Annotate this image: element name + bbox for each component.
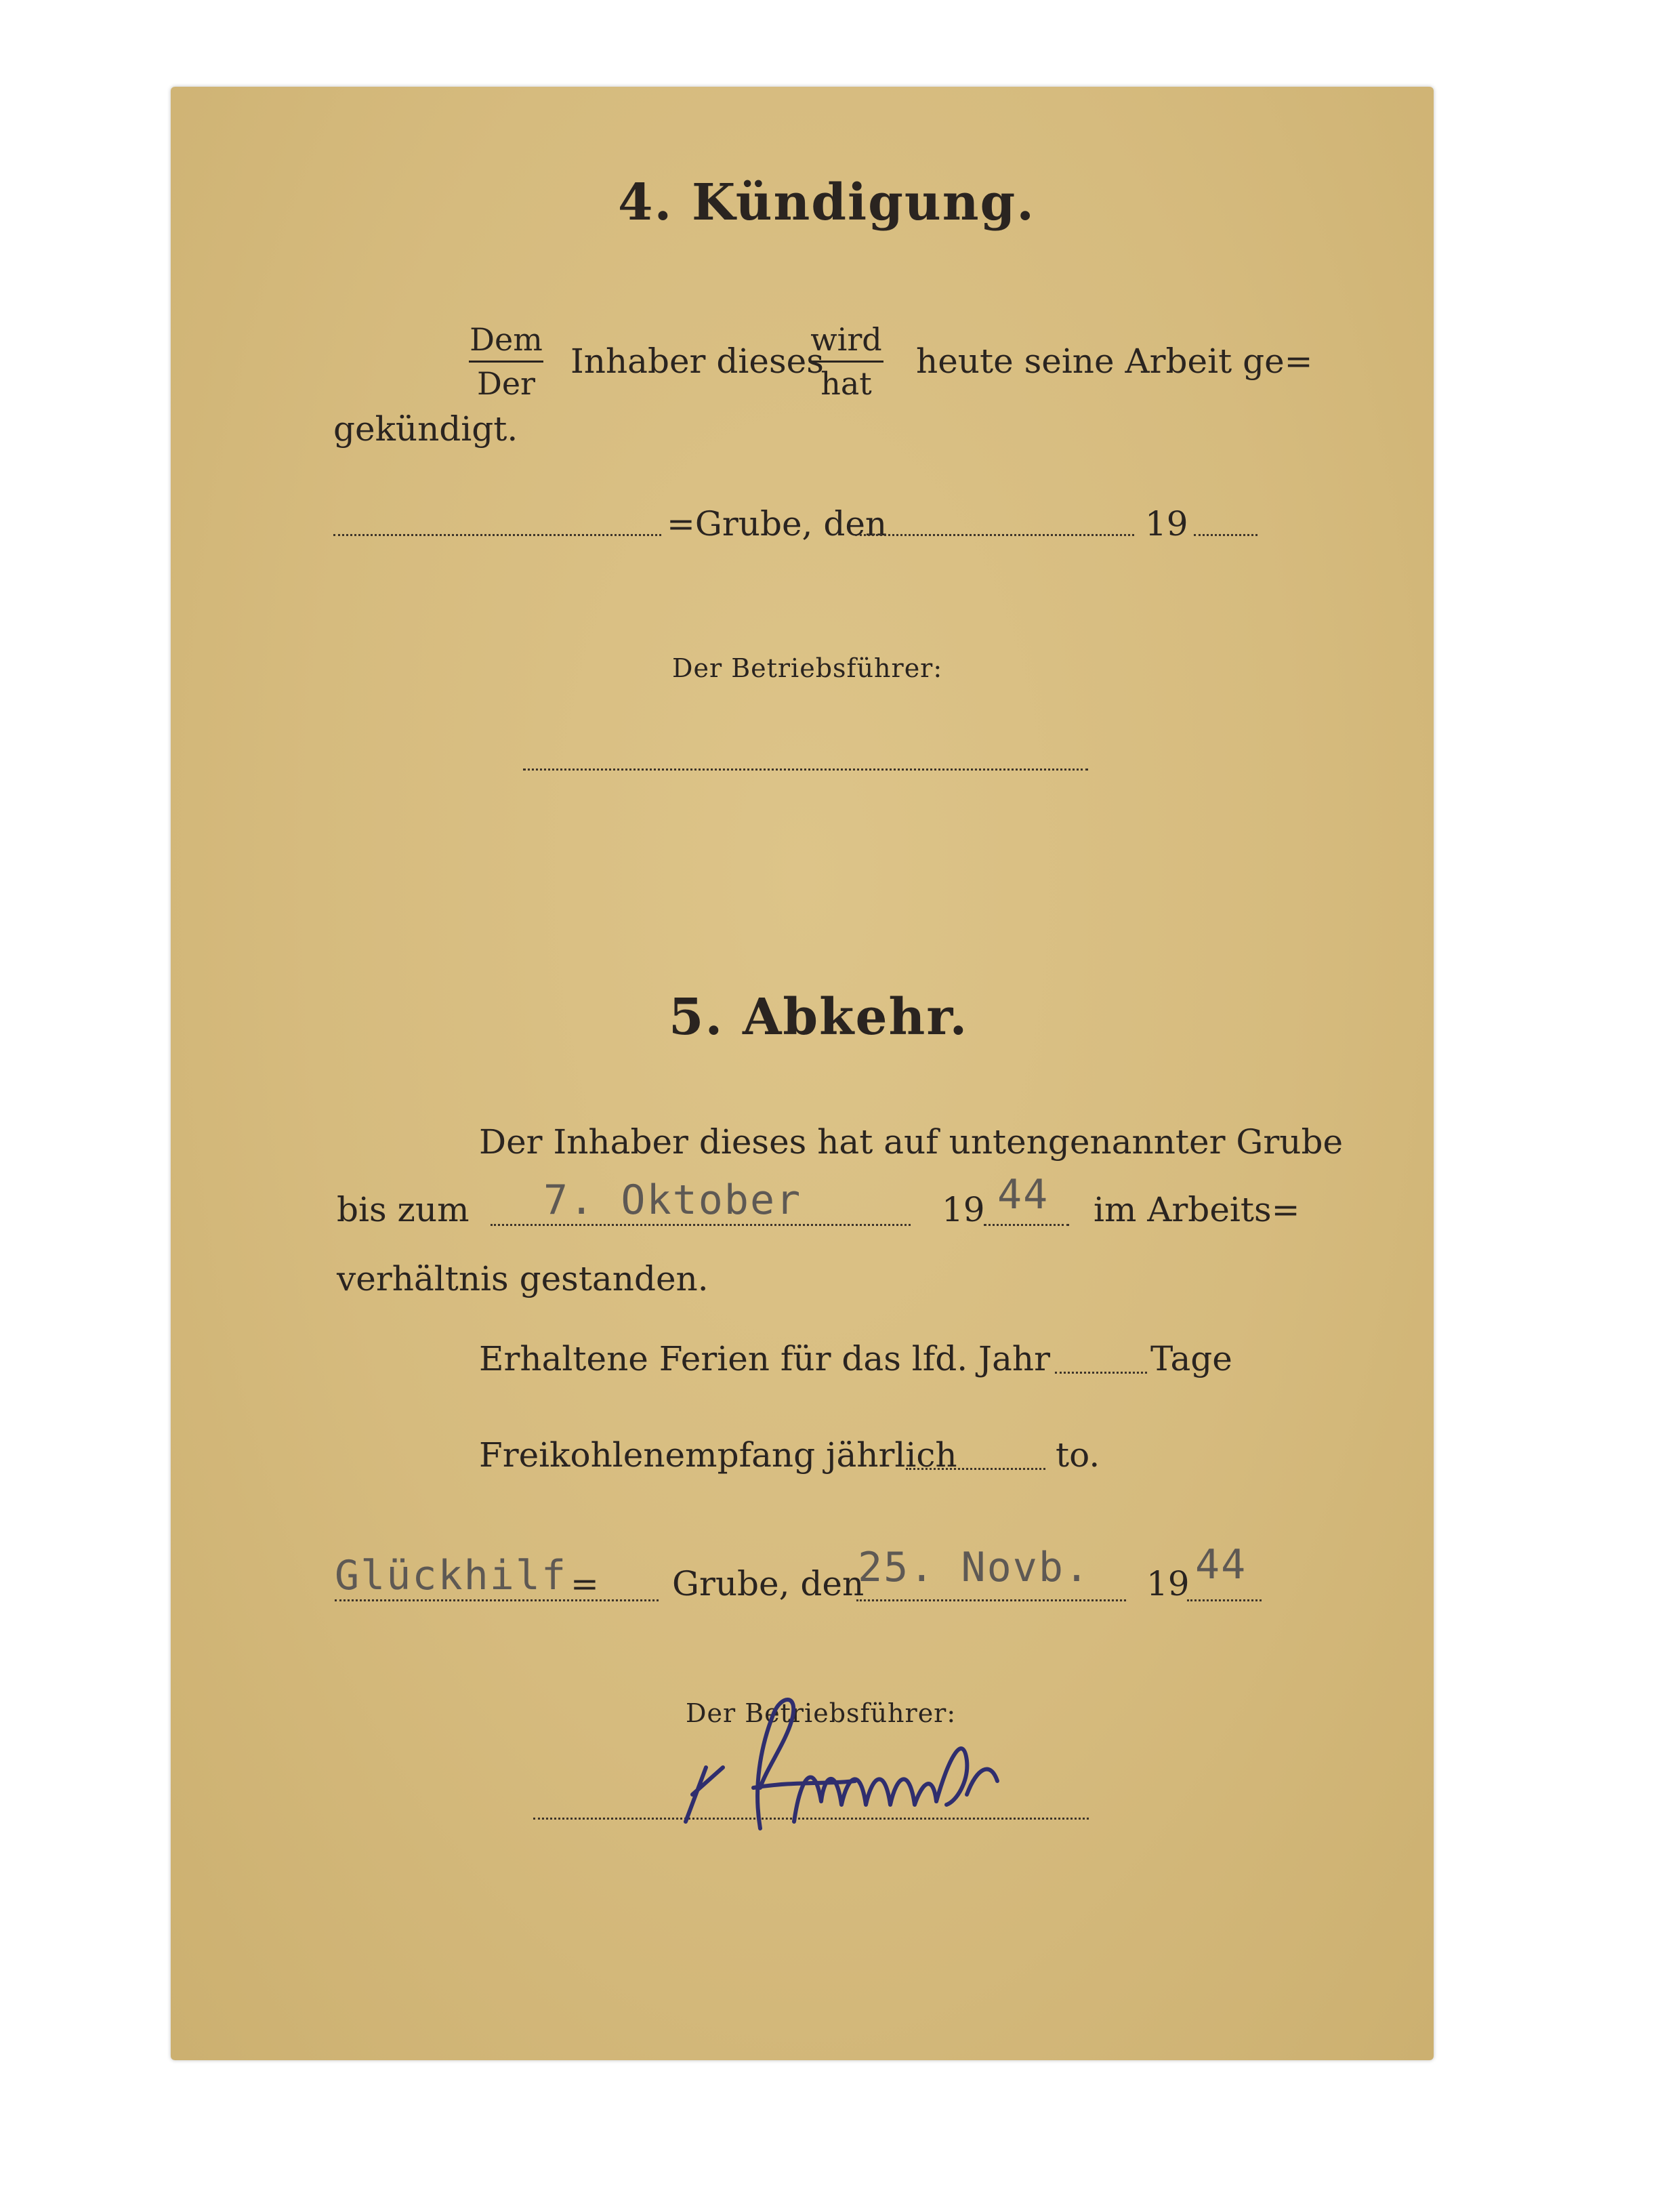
place-blank-1 (333, 534, 661, 536)
fraction-dem-der (469, 321, 543, 402)
signature-label-1: Der Betriebsführer: (672, 653, 943, 683)
freikohlen-blank (906, 1468, 1045, 1470)
section-5-line-1: Der Inhaber dieses hat auf untengenannter Grube (479, 1122, 1344, 1162)
fraction-bottom: Der (476, 365, 536, 402)
date-blank-1 (855, 534, 1134, 536)
fraction-top: wird (810, 321, 882, 358)
document-sheet (171, 87, 1434, 2060)
typed-year-3: 44 (1195, 1541, 1247, 1589)
fraction-bar (469, 361, 543, 363)
section-4-text-inhaber: Inhaber dieses (570, 342, 824, 381)
fraction-bottom: hat (820, 365, 872, 402)
section-4-text-heute: heute seine Arbeit ge= (916, 342, 1313, 381)
typed-date-oktober: 7. Oktober (543, 1176, 802, 1224)
typed-place-glueckhilf: Glückhilf (335, 1552, 568, 1599)
place-blank-2 (335, 1599, 659, 1601)
signature-label-2: Der Betriebsführer: (686, 1698, 957, 1728)
freikohlen-unit: to. (1056, 1435, 1100, 1475)
bis-zum-label: bis zum (337, 1190, 470, 1229)
year-label-1: 19 (1145, 504, 1188, 544)
fraction-wird-hat (809, 321, 883, 402)
im-arbeits-label: im Arbeits= (1094, 1190, 1300, 1229)
section-4-heading: 4. Kündigung. (618, 173, 1036, 232)
freikohlen-label: Freikohlenempfang jährlich (479, 1435, 957, 1475)
date-blank-3 (856, 1599, 1126, 1601)
place-suffix: = (570, 1564, 599, 1603)
fraction-top: Dem (470, 321, 543, 358)
handwritten-signature (659, 1666, 1038, 1856)
ferien-unit: Tage (1150, 1339, 1232, 1378)
year-blank-1 (1194, 534, 1257, 536)
year-prefix-2: 19 (942, 1190, 985, 1229)
grube-den-label-1: =Grube, den (667, 504, 888, 544)
typed-date-novb: 25. Novb. (858, 1544, 1091, 1591)
typed-year-2: 44 (997, 1171, 1049, 1218)
section-4-text-gekuendigt: gekündigt. (333, 409, 518, 449)
signature-line-1 (523, 769, 1088, 771)
grube-den-label-2: Grube, den (672, 1564, 865, 1603)
fraction-bar (809, 361, 883, 363)
year-blank-2 (984, 1224, 1069, 1226)
year-blank-3 (1187, 1599, 1262, 1601)
date-blank-2 (491, 1224, 911, 1226)
year-prefix-3: 19 (1146, 1564, 1190, 1603)
section-5-heading: 5. Abkehr. (669, 988, 969, 1046)
ferien-blank (1055, 1372, 1147, 1374)
section-5-line-3: verhältnis gestanden. (337, 1259, 709, 1298)
ferien-label: Erhaltene Ferien für das lfd. Jahr (479, 1339, 1051, 1378)
